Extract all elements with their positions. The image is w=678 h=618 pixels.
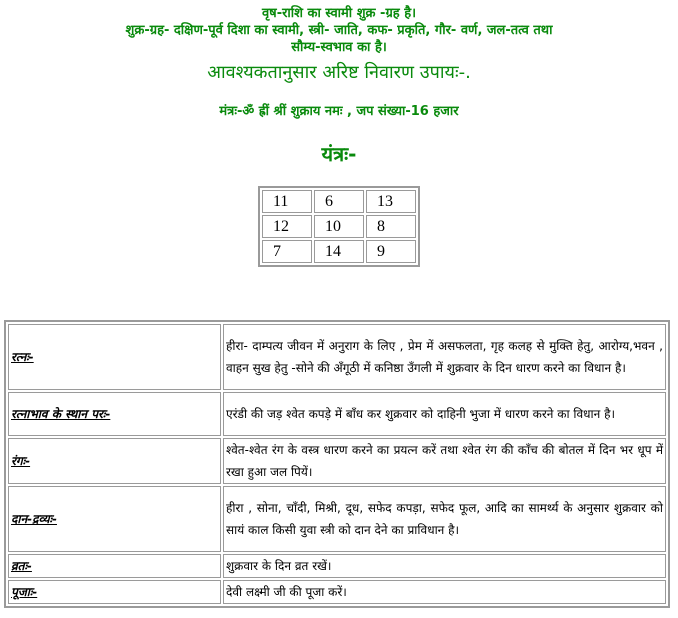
yantra-cell: 13 (366, 190, 416, 213)
rashi-lord-line: वृष-राशि का स्वामी शुक्र -ग्रह है। (261, 6, 417, 21)
yantra-cell: 11 (262, 190, 312, 213)
yantra-cell: 6 (314, 190, 364, 213)
remedy-row-fast (8, 554, 666, 578)
yantra-cell: 7 (262, 240, 312, 263)
yantra-row (262, 190, 416, 213)
planet-nature-line: सौम्य-स्वभाव का है। (291, 40, 387, 55)
yantra-cell: 10 (314, 215, 364, 238)
mantra-line: मंत्रः-ॐ ह्रीं श्रीं शुक्राय नमः , जप संख्या-16 हजार (219, 104, 459, 119)
remedy-label: दान-द्रव्यः- (8, 486, 221, 552)
yantra-cell: 12 (262, 215, 312, 238)
remedy-text: एरंडी की जड़ श्वेत कपड़े में बाँध कर शुक्रवार को दाहिनी भुजा में धारण करने का विधान है। (223, 392, 666, 436)
planet-description-line: शुक्र-ग्रह- दक्षिण-पूर्व दिशा का स्वामी, स्त्री- जाति, कफ- प्रकृति, गौर- वर्ण, जल-तत्व तथा (125, 23, 553, 38)
remedy-text: देवी लक्ष्मी जी की पूजा करें। (223, 580, 666, 604)
remedy-text: हीरा- दाम्पत्य जीवन में अनुराग के लिए , प्रेम में असफलता, गृह कलह से मुक्ति हेतु, आरोग्य,भवन , वाहन सुख हेतु -सोने की अँगूठी में कनिष्ठा उँगली में शुक्रवार के दिन धारण करने का विधान है। (223, 324, 666, 390)
remedy-row-donation (8, 486, 666, 552)
remedy-label: व्रतः- (8, 554, 221, 578)
remedy-row-colour (8, 438, 666, 484)
remedy-text: हीरा , सोना, चाँदी, मिश्री, दूध, सफेद कपड़ा, सफेद फूल, आदि का सामर्थ्य के अनुसार शुक्रवार को सायं काल किसी युवा स्त्री को दान देने का प्राविधान है। (223, 486, 666, 552)
remedy-label: रत्नः- (8, 324, 221, 390)
yantra-cell: 8 (366, 215, 416, 238)
remedy-label: रंगः- (8, 438, 221, 484)
yantra-container (0, 186, 678, 267)
remedy-table (4, 320, 670, 608)
remedy-label: रत्नाभाव के स्थान परः- (8, 392, 221, 436)
yantra-row (262, 215, 416, 238)
remedy-row-substitute (8, 392, 666, 436)
yantra-row (262, 240, 416, 263)
remedy-text: शुक्रवार के दिन व्रत रखें। (223, 554, 666, 578)
remedy-heading: आवश्यकतानुसार अरिष्ट निवारण उपायः-. (207, 62, 471, 83)
remedy-label: पूजाः- (8, 580, 221, 604)
remedy-text: श्वेत-श्वेत रंग के वस्त्र धारण करने का प्रयत्न करें तथा श्वेत रंग की काँच की बोतल में दिन भर धूप में रखा हुआ जल पियें। (223, 438, 666, 484)
yantra-cell: 9 (366, 240, 416, 263)
yantra-title: यंत्रः- (321, 142, 357, 166)
remedy-row-ratna (8, 324, 666, 390)
yantra-cell: 14 (314, 240, 364, 263)
yantra-grid (258, 186, 420, 267)
remedy-row-worship (8, 580, 666, 604)
